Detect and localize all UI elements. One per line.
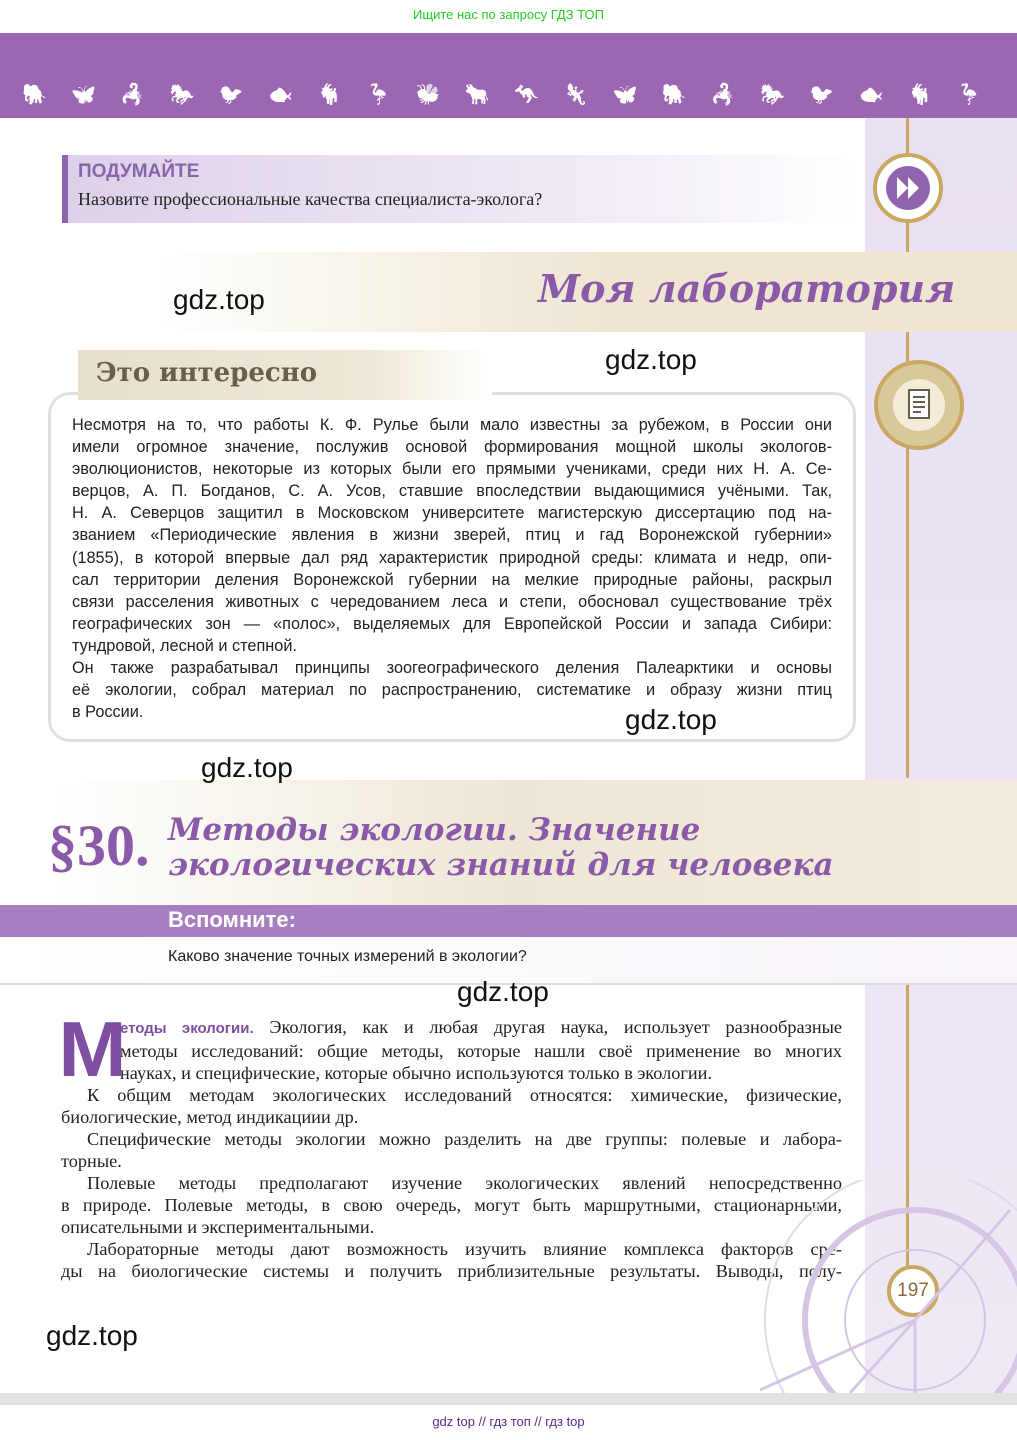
bird-icon: 🐦 (218, 84, 244, 106)
elephant-icon: 🐘 (22, 84, 47, 106)
scorpion-icon: 🦂 (710, 84, 736, 106)
text-line: Он также разрабатывал принципы зоогеографического деления Палеарктики и основы (72, 659, 832, 678)
heron-icon: 🦩 (956, 84, 982, 106)
text-line: Несмотря на то, что работы К. Ф. Рулье были мало известны за рубежом, в России они (72, 416, 832, 434)
text-line: Полевые методы предполагают изучение экологических явлений непосредственно (87, 1173, 842, 1193)
interesting-tab (78, 350, 492, 400)
text-line: биологические, метод индикациии др. (61, 1107, 359, 1127)
watermark: gdz.top (46, 1320, 138, 1351)
page-number: 197 (887, 1265, 939, 1317)
bull-icon: 🐂 (464, 84, 490, 106)
lead-term: етоды экологии. (120, 1020, 254, 1037)
text-line: в природе. Полевые методы, в свою очередь, могут быть маршрутными, стационарными, (61, 1195, 842, 1215)
text-line: торные. (61, 1151, 122, 1171)
text-line: тундровой, лесной и степной. (72, 636, 297, 655)
text-line: Специфические методы экологии можно разделить на две группы: полевые и лабора- (87, 1129, 842, 1149)
text-line: (1855), в которой впервые дал ряд характеристик природной среды: климата и недр, опи- (72, 548, 832, 567)
butterfly-icon: 🦋 (612, 84, 638, 106)
lab-title: Моя лаборатория (538, 266, 956, 311)
text-line: имели огромное значение, послужив основой формирования мощной школы экологов- (72, 438, 832, 457)
text-line: науках, и специфические, которые обычно используются только в экологии. (120, 1063, 713, 1083)
think-title: ПОДУМАЙТЕ (78, 161, 200, 182)
watermark: gdz.top (457, 976, 549, 1007)
page-bottom-edge (0, 1393, 1017, 1405)
text-line: Лабораторные методы дают возможность изучить влияние комплекса факторов сре- (87, 1239, 842, 1259)
text-line: в России. (72, 703, 144, 722)
footer-links[interactable]: gdz top // гдз топ // гдз top (432, 1414, 585, 1429)
interesting-text (72, 414, 832, 723)
section-title-line1: Методы экологии. Значение (168, 812, 701, 848)
recall-bar (0, 905, 1017, 937)
horse-icon: 🐎 (169, 84, 195, 106)
drop-cap: М (58, 1005, 127, 1093)
text-line: ды на биологические системы и получить приблизительные результаты. Выводы, полу- (61, 1261, 842, 1281)
text-line: её экологии, собрал материал по распространению, систематике и образу жизни птиц (72, 681, 832, 700)
text-line: званием «Периодические явления в жизни зверей, птиц и гад Воронежской губернии» (72, 526, 832, 545)
text-line: Н. А. Северцов защитил в Московском университете магистерскую диссертацию под на- (72, 504, 832, 523)
text-line: верцов, А. П. Богданов, С. А. Усов, ставшие впоследствии выдающимися учёными. Так, (72, 482, 832, 501)
text-line: етоды экологии. Экология, как и любая другая наука, использует разнообразные (120, 1017, 842, 1037)
text-line: описательными и экспериментальными. (61, 1217, 375, 1237)
compass-decoration (740, 1180, 1017, 1393)
recall-title: Вспомните: (168, 907, 296, 932)
recall-question: Каково значение точных измерений в экологии? (168, 948, 527, 965)
watermark: gdz.top (625, 704, 717, 735)
insect-icon: 🐝 (415, 84, 441, 106)
fish-icon: 🐟 (858, 84, 884, 106)
bird-icon: 🐦 (809, 84, 835, 106)
horse-icon: 🐎 (760, 84, 785, 106)
think-question: Назовите профессиональные качества специалиста-эколога? (78, 189, 543, 209)
text-line: методы исследований: общие методы, которые нашли своё применение во многих (120, 1041, 842, 1061)
kangaroo-icon: 🦘 (514, 84, 539, 106)
think-box (62, 155, 860, 223)
text-line: географических зон — «полос», выделяемых для Европейской России и запада Сибири: (72, 614, 832, 633)
main-text (61, 1016, 842, 1282)
scorpion-icon: 🦂 (120, 84, 146, 106)
top-notice: Ищите нас по запросу ГДЗ ТОП (413, 7, 604, 22)
goat-icon: 🐐 (907, 84, 933, 106)
text-line: связи расселения животных с чередованием леса и степи, обосновал существование трёх (72, 592, 832, 611)
watermark: gdz.top (201, 752, 293, 783)
butterfly-icon: 🦋 (71, 84, 97, 106)
heron-icon: 🦩 (366, 84, 392, 106)
text-line: эволюционистов, некоторые из которых были его прямыми учениками, среди них Н. А. Се- (72, 460, 832, 479)
elephant-icon: 🐘 (661, 84, 687, 106)
watermark: gdz.top (605, 344, 697, 375)
interesting-title: Это интересно (96, 358, 318, 388)
section-number: §30. (48, 813, 150, 878)
text-line: сал территории деления Воронежской губернии на мелкие природные районы, раскрыл (72, 570, 832, 589)
text-line: К общим методам экологических исследований относятся: химические, физические, (87, 1085, 842, 1105)
forward-icon (873, 153, 943, 223)
watermark: gdz.top (173, 284, 265, 315)
lizard-icon: 🦎 (563, 84, 589, 106)
animal-silhouettes-row (22, 82, 982, 107)
fish-icon: 🐟 (268, 84, 293, 106)
section-title-line2: экологических знаний для человека (168, 847, 834, 883)
goat-icon: 🐐 (317, 84, 343, 106)
document-icon (874, 360, 964, 450)
